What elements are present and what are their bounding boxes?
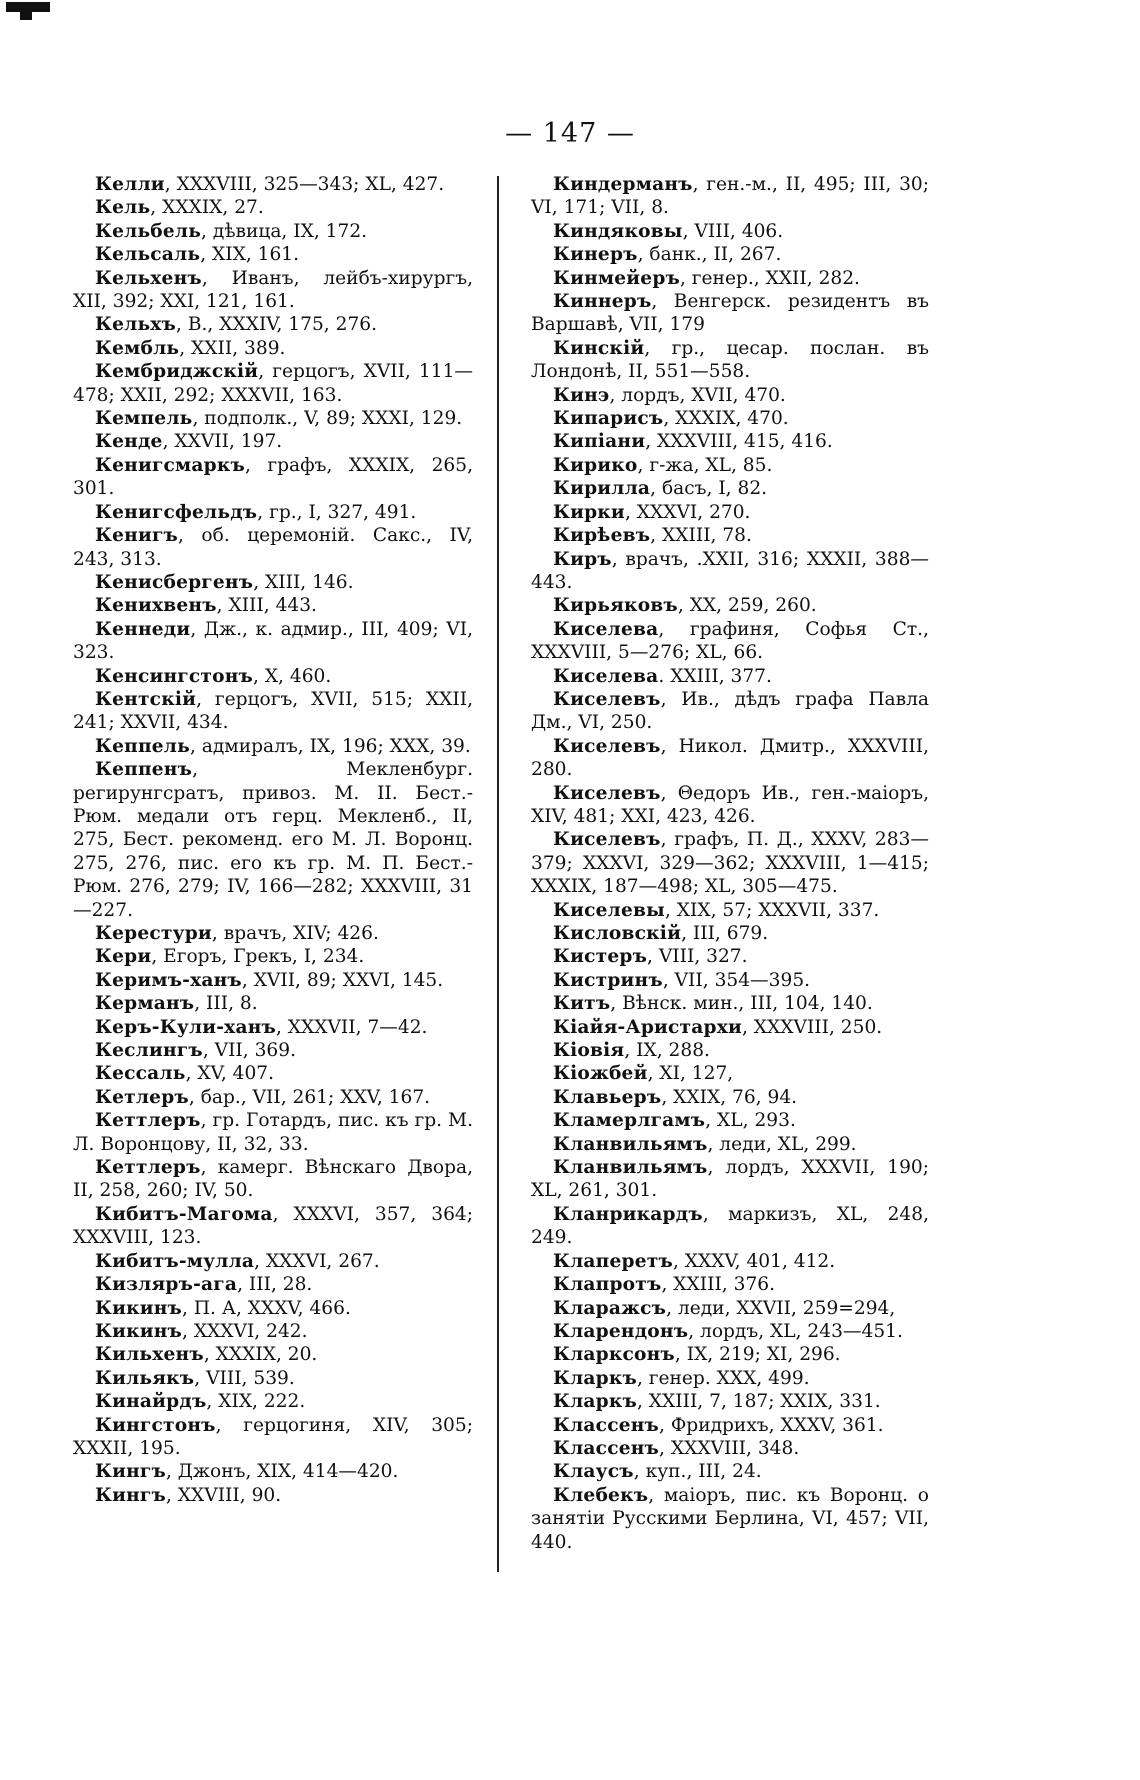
index-entry	[531, 945, 929, 968]
entry-references: , Дж., к. адмир., III, 409; VI, 323.	[73, 618, 473, 664]
entry-references: , X, 460.	[253, 665, 332, 687]
entry-heading: Кинскій	[553, 337, 645, 359]
index-entry	[531, 454, 929, 477]
entry-heading: Кланвильямъ	[553, 1133, 708, 1155]
index-entry	[73, 1062, 473, 1085]
entry-references: , VII, 354—395.	[662, 969, 811, 991]
entry-heading: Клаперетъ	[553, 1250, 673, 1272]
index-entry	[531, 243, 929, 266]
index-entry	[73, 524, 473, 571]
entry-references: , Мекленбург. регирунгсратъ, привоз. М. II. Бест.-Рюм. медали отъ герц. Мекленб., II, 275, Бест. рекоменд. его М. Л. Воронц. 275, 276, пис. его къ гр. М. П. Бест.-Рюм. 276, 279; IV, 166—282; XXXVIII, 31—227.	[73, 759, 473, 921]
index-entry	[531, 1156, 929, 1203]
index-entry	[73, 922, 473, 945]
entry-references: , XXXVIII, 348.	[659, 1437, 800, 1459]
entry-heading: Классенъ	[553, 1437, 660, 1459]
entry-heading: Кирилла	[553, 478, 651, 500]
entry-heading: Киселева	[553, 618, 659, 640]
entry-references: , XIII, 443.	[216, 595, 317, 617]
entry-references: , об. церемоній. Сакс., IV, 243, 313.	[73, 525, 473, 570]
entry-references: , XIX, 57; XXXVII, 337.	[664, 899, 880, 921]
entry-references: , Никол. Дмитр., XXXVIII, 280.	[531, 735, 929, 781]
left-column	[73, 173, 473, 1507]
entry-heading: Кларажсъ	[553, 1297, 667, 1319]
entry-heading: Киселевъ	[553, 688, 661, 710]
entry-heading: Кельхъ	[95, 314, 177, 336]
entry-references: , XXII, 389.	[179, 337, 286, 359]
entry-heading: Кинайрдъ	[95, 1391, 207, 1413]
entry-heading: Киселевъ	[553, 782, 661, 804]
entry-references: , XXIII, 376.	[661, 1274, 776, 1296]
entry-references: , VIII, 539.	[194, 1367, 295, 1389]
entry-heading: Кіожбей	[553, 1063, 648, 1085]
index-entry	[531, 430, 929, 453]
entry-references: , III, 28.	[237, 1274, 313, 1296]
entry-references: , XXXVIII, 250.	[741, 1016, 883, 1038]
entry-references: , XXIII, 78.	[650, 525, 752, 547]
entry-references: , III, 8.	[194, 993, 258, 1015]
entry-heading: Кинеръ	[553, 244, 638, 266]
entry-heading: Кисловскій	[553, 923, 682, 944]
entry-references: , гр. Готардъ, пис. къ гр. М. Л. Воронцову, II, 32, 33.	[73, 1110, 473, 1155]
index-entry	[73, 1156, 473, 1203]
entry-references: , г-жа, XL, 85.	[637, 454, 773, 476]
entry-references: , XIX, 222.	[206, 1391, 306, 1413]
index-entry	[531, 1133, 929, 1156]
entry-references: , дѣвица, IX, 172.	[201, 220, 368, 242]
entry-references: , ген.-м., II, 495; III, 30; VI, 171; VII, 8.	[531, 174, 929, 219]
entry-heading: Киселевы	[553, 899, 665, 921]
entry-references: , гр., I, 327, 491.	[257, 501, 417, 523]
entry-references: , Вѣнск. мин., III, 104, 140.	[610, 993, 873, 1015]
entry-references: , куп., III, 24.	[633, 1461, 762, 1483]
entry-heading: Кенихвенъ	[95, 595, 217, 617]
index-entry	[531, 1414, 929, 1437]
index-entry	[531, 1109, 929, 1132]
entry-heading: Киръ	[553, 548, 612, 570]
index-entry	[531, 992, 929, 1015]
entry-references: , XXXVIII, 325—343; XL, 427.	[164, 174, 445, 195]
entry-references: , лордъ, XVII, 470.	[609, 384, 786, 406]
entry-heading: Клебекъ	[553, 1484, 649, 1506]
index-entry	[531, 1437, 929, 1460]
entry-heading: Кингъ	[95, 1461, 166, 1483]
entry-references: , бар., VII, 261; XXV, 167.	[188, 1086, 431, 1108]
entry-heading: Керимъ-ханъ	[95, 969, 242, 991]
index-entry	[73, 758, 473, 922]
entry-references: , XXXV, 401, 412.	[672, 1250, 836, 1272]
entry-heading: Клавьеръ	[553, 1086, 662, 1108]
entry-heading: Кембриджскій	[95, 361, 259, 383]
entry-heading: Кентскій	[95, 688, 197, 710]
index-entry	[73, 1367, 473, 1390]
entry-references: , XXXVI, 357, 364; XXXVIII, 123.	[73, 1203, 473, 1249]
index-entry	[73, 196, 473, 219]
entry-heading: Кеннеди	[95, 618, 191, 640]
index-entry	[531, 384, 929, 407]
entry-heading: Кери	[95, 946, 152, 968]
entry-references: , графиня, Софья Ст., XXXVIII, 5—276; XL, 66.	[531, 618, 929, 664]
index-entry	[73, 173, 473, 196]
entry-references: , XXXVI, 270.	[624, 501, 751, 523]
index-entry	[531, 688, 929, 735]
entry-heading: Кенигсмаркъ	[95, 454, 245, 476]
entry-heading: Кикинъ	[95, 1297, 182, 1319]
entry-references: , XIX, 161.	[200, 244, 300, 266]
index-entry	[73, 243, 473, 266]
entry-heading: Кель	[95, 197, 151, 219]
index-entry	[73, 1039, 473, 1062]
index-entry	[531, 1273, 929, 1296]
entry-references: , В., XXXIV, 175, 276.	[176, 314, 378, 336]
entry-heading: Кларксонъ	[553, 1344, 675, 1366]
entry-references: , XVII, 89; XXVI, 145.	[241, 969, 444, 991]
index-entry	[531, 267, 929, 290]
entry-references: , герцогъ, XVII, 515; XXII, 241; XXVII, 434.	[73, 688, 473, 734]
index-entry	[73, 735, 473, 758]
entry-heading: Киселевъ	[553, 829, 661, 851]
entry-heading: Кланвильямъ	[553, 1157, 708, 1179]
entry-heading: Кіайя-Аристархи	[553, 1016, 742, 1038]
entry-references: , VIII, 327.	[647, 946, 748, 968]
entry-heading: Клапротъ	[553, 1274, 662, 1296]
entry-heading: Кларкъ	[553, 1391, 637, 1413]
entry-references: , Джонъ, XIX, 414—420.	[165, 1461, 399, 1483]
entry-references: , XIII, 146.	[253, 571, 354, 593]
index-entry	[531, 1390, 929, 1413]
entry-references: , XXXVIII, 415, 416.	[645, 431, 833, 453]
entry-references: , VII, 369.	[202, 1040, 297, 1062]
entry-heading: Кенсингстонъ	[95, 665, 253, 687]
entry-heading: Кизляръ-ага	[95, 1274, 238, 1296]
index-entry	[531, 337, 929, 384]
entry-heading: Кистеръ	[553, 946, 648, 968]
entry-heading: Кенде	[95, 431, 163, 453]
entry-heading: Кингстонъ	[95, 1414, 216, 1436]
entry-references: , IX, 288.	[624, 1040, 710, 1062]
index-entry	[73, 1203, 473, 1250]
entry-references: , генер., XXII, 282.	[679, 267, 860, 289]
entry-references: , VIII, 406.	[682, 220, 784, 242]
index-entry	[73, 267, 473, 314]
entry-heading: Кельхенъ	[95, 267, 202, 289]
entry-heading: Кирки	[553, 501, 625, 523]
entry-references: , лордъ, XL, 243—451.	[688, 1320, 903, 1342]
index-entry	[531, 665, 929, 688]
entry-references: , XXXVII, 7—42.	[275, 1016, 428, 1038]
entry-references: , XXXIX, 470.	[663, 408, 789, 430]
entry-references: , леди, XXVII, 259=294,	[666, 1297, 896, 1319]
entry-heading: Кламерлгамъ	[553, 1110, 706, 1132]
index-entry	[73, 1273, 473, 1296]
index-entry	[531, 782, 929, 829]
entry-heading: Кетлеръ	[95, 1086, 189, 1108]
entry-references: , Θедоръ Ив., ген.-маіоръ, XIV, 481; XXI, 423, 426.	[531, 782, 929, 827]
entry-heading: Киселевъ	[553, 735, 661, 757]
entry-heading: Кенисбергенъ	[95, 571, 254, 593]
index-entry	[531, 828, 929, 898]
entry-heading: Кибитъ-Магома	[95, 1203, 273, 1225]
entry-heading: Кильякъ	[95, 1367, 195, 1389]
entry-references: , XXXIX, 27.	[150, 197, 264, 219]
entry-heading: Кенигъ	[95, 525, 179, 547]
entry-heading: Кларкъ	[553, 1367, 637, 1389]
entry-heading: Керъ-Кули-ханъ	[95, 1016, 276, 1038]
entry-heading: Кеппель	[95, 735, 190, 757]
index-entry	[531, 899, 929, 922]
entry-heading: Кирико	[553, 454, 638, 476]
entry-references: , камерг. Вѣнскаго Двора, II, 258, 260; IV, 50.	[73, 1157, 473, 1202]
entry-references: , III, 679.	[681, 923, 769, 944]
entry-heading: Кильхенъ	[95, 1344, 204, 1366]
entry-references: , графъ, П. Д., XXXV, 283—379; XXXVI, 329—362; XXXVIII, 1—415; XXXIX, 187—498; XL, 305—475.	[531, 829, 929, 898]
index-entry	[531, 524, 929, 547]
entry-references: , XV, 407.	[185, 1063, 275, 1085]
entry-references: , адмиралъ, IX, 196; XXX, 39.	[189, 735, 471, 757]
entry-references: , подполк., V, 89; XXXI, 129.	[192, 408, 463, 430]
entry-references: , XL, 293.	[705, 1110, 796, 1132]
entry-references: , банк., II, 267.	[637, 244, 782, 266]
index-entry	[73, 337, 473, 360]
index-entry	[531, 1203, 929, 1250]
index-entry	[73, 618, 473, 665]
index-entry	[531, 1460, 929, 1483]
entry-references: , врачъ, .XXII, 316; XXXII, 388—443.	[531, 548, 929, 593]
entry-references: , гр., цесар. послан. въ Лондонѣ, II, 551—558.	[531, 337, 929, 383]
entry-references: , XXXVI, 267.	[254, 1250, 380, 1272]
entry-heading: Керманъ	[95, 993, 195, 1015]
entry-heading: Кенигсфельдъ	[95, 501, 258, 523]
entry-references: , XI, 127,	[647, 1063, 734, 1085]
index-entry	[531, 969, 929, 992]
entry-heading: Кеслингъ	[95, 1040, 203, 1062]
entry-heading: Кингъ	[95, 1484, 166, 1506]
index-entry	[73, 688, 473, 735]
index-entry	[531, 1250, 929, 1273]
entry-references: , XXXIX, 20.	[203, 1344, 318, 1366]
entry-heading: Кинэ	[553, 384, 610, 406]
entry-heading: Кинмейеръ	[553, 267, 680, 289]
entry-references: , герцогъ, XVII, 111—478; XXII, 292; XXXVII, 163.	[73, 361, 473, 406]
entry-heading: Клаусъ	[553, 1461, 634, 1483]
entry-heading: Кистринъ	[553, 969, 663, 991]
entry-heading: Кибитъ-мулла	[95, 1250, 255, 1272]
index-entry	[73, 594, 473, 617]
index-entry	[73, 945, 473, 968]
index-entry	[531, 1320, 929, 1343]
entry-references: , графъ, XXXIX, 265, 301.	[73, 454, 473, 500]
index-entry	[73, 969, 473, 992]
entry-references: , XX, 259, 260.	[677, 595, 817, 617]
entry-references: . XXIII, 377.	[658, 665, 772, 687]
index-entry	[531, 1016, 929, 1039]
entry-heading: Китъ	[553, 993, 611, 1015]
index-entry	[73, 1343, 473, 1366]
index-entry	[531, 290, 929, 337]
entry-heading: Кеттлеръ	[95, 1110, 201, 1132]
entry-references: , XXIII, 7, 187; XXIX, 331.	[636, 1391, 881, 1413]
index-entry	[531, 594, 929, 617]
entry-heading: Керестури	[95, 923, 212, 944]
index-entry	[73, 992, 473, 1015]
index-entry	[73, 1484, 473, 1507]
entry-heading: Кемпель	[95, 408, 193, 430]
entry-heading: Киндерманъ	[553, 174, 693, 195]
index-entry	[73, 1460, 473, 1483]
index-entry	[531, 220, 929, 243]
entry-heading: Кирьяковъ	[553, 595, 678, 617]
entry-heading: Кларендонъ	[553, 1320, 689, 1342]
entry-heading: Кипіани	[553, 431, 646, 453]
index-entry	[531, 618, 929, 665]
entry-heading: Кланрикардъ	[553, 1203, 703, 1225]
index-entry	[73, 430, 473, 453]
entry-references: , Иванъ, лейбъ-хирургъ, XII, 392; XXI, 121, 161.	[73, 267, 473, 313]
index-entry	[73, 454, 473, 501]
entry-references: , Егоръ, Грекъ, I, 234.	[151, 946, 365, 968]
index-entry	[73, 313, 473, 336]
index-entry	[73, 1109, 473, 1156]
entry-references: , XXIX, 76, 94.	[661, 1086, 798, 1108]
entry-references: , П. А, XXXV, 466.	[182, 1297, 351, 1319]
index-entry	[531, 1297, 929, 1320]
index-entry	[531, 1062, 929, 1085]
index-entry	[531, 548, 929, 595]
entry-heading: Кіовія	[553, 1040, 625, 1062]
entry-references: , Ив., дѣдъ графа Павла Дм., VI, 250.	[531, 688, 929, 734]
index-entry	[73, 1320, 473, 1343]
entry-references: , XXVIII, 90.	[165, 1484, 282, 1506]
entry-references: , Венгерск. резидентъ въ Варшавѣ, VII, 179	[531, 291, 929, 336]
entry-heading: Киселева	[553, 665, 659, 687]
index-entry	[531, 1367, 929, 1390]
page-number: — 147 —	[505, 118, 635, 149]
entry-heading: Кикинъ	[95, 1320, 182, 1342]
entry-heading: Кембль	[95, 337, 180, 359]
entry-references: , генер. XXX, 499.	[636, 1367, 810, 1389]
index-entry	[531, 173, 929, 220]
right-column	[531, 173, 929, 1554]
index-entry	[73, 360, 473, 407]
index-entry	[73, 571, 473, 594]
entry-references: , басъ, I, 82.	[650, 478, 768, 500]
column-divider	[497, 176, 499, 1572]
index-entry	[531, 501, 929, 524]
entry-heading: Кессаль	[95, 1063, 186, 1085]
entry-heading: Кельсаль	[95, 244, 201, 266]
corner-print-mark	[6, 2, 50, 12]
entry-references: , леди, XL, 299.	[707, 1133, 857, 1155]
index-entry	[531, 1086, 929, 1109]
entry-heading: Классенъ	[553, 1414, 660, 1436]
index-entry	[73, 1250, 473, 1273]
index-entry	[531, 407, 929, 430]
index-entry	[531, 1343, 929, 1366]
index-entry	[531, 1484, 929, 1554]
entry-heading: Кельбель	[95, 220, 202, 242]
entry-heading: Кирѣевъ	[553, 525, 651, 547]
index-entry	[531, 1039, 929, 1062]
entry-heading: Кеппенъ	[95, 759, 193, 781]
entry-heading: Киннеръ	[553, 291, 652, 313]
index-entry	[73, 220, 473, 243]
index-entry	[73, 407, 473, 430]
index-entry	[73, 1390, 473, 1413]
index-entry	[531, 922, 929, 945]
entry-references: , герцогиня, XIV, 305; XXXII, 195.	[73, 1414, 473, 1459]
entry-heading: Кеттлеръ	[95, 1157, 201, 1179]
entry-heading: Киндяковы	[553, 220, 683, 242]
entry-heading: Келли	[95, 174, 165, 195]
index-entry	[73, 1414, 473, 1461]
entry-references: , маіоръ, пис. къ Воронц. о занятіи Русскими Берлина, VI, 457; VII, 440.	[531, 1484, 929, 1553]
entry-references: , Фридрихъ, XXXV, 361.	[659, 1414, 884, 1436]
index-entry	[73, 665, 473, 688]
index-entry	[73, 1016, 473, 1039]
entry-references: , IX, 219; XI, 296.	[674, 1344, 841, 1366]
index-entry	[531, 477, 929, 500]
index-entry	[73, 1297, 473, 1320]
index-entry	[73, 501, 473, 524]
entry-heading: Кипарисъ	[553, 408, 664, 430]
entry-references: , лордъ, XXXVII, 190; XL, 261, 301.	[531, 1157, 929, 1202]
entry-references: , XXXVI, 242.	[182, 1320, 308, 1342]
index-entry	[531, 735, 929, 782]
entry-references: , врачъ, XIV; 426.	[211, 923, 379, 944]
index-entry	[73, 1086, 473, 1109]
entry-references: , маркизъ, XL, 248, 249.	[531, 1203, 929, 1249]
entry-references: , XXVII, 197.	[162, 431, 283, 453]
